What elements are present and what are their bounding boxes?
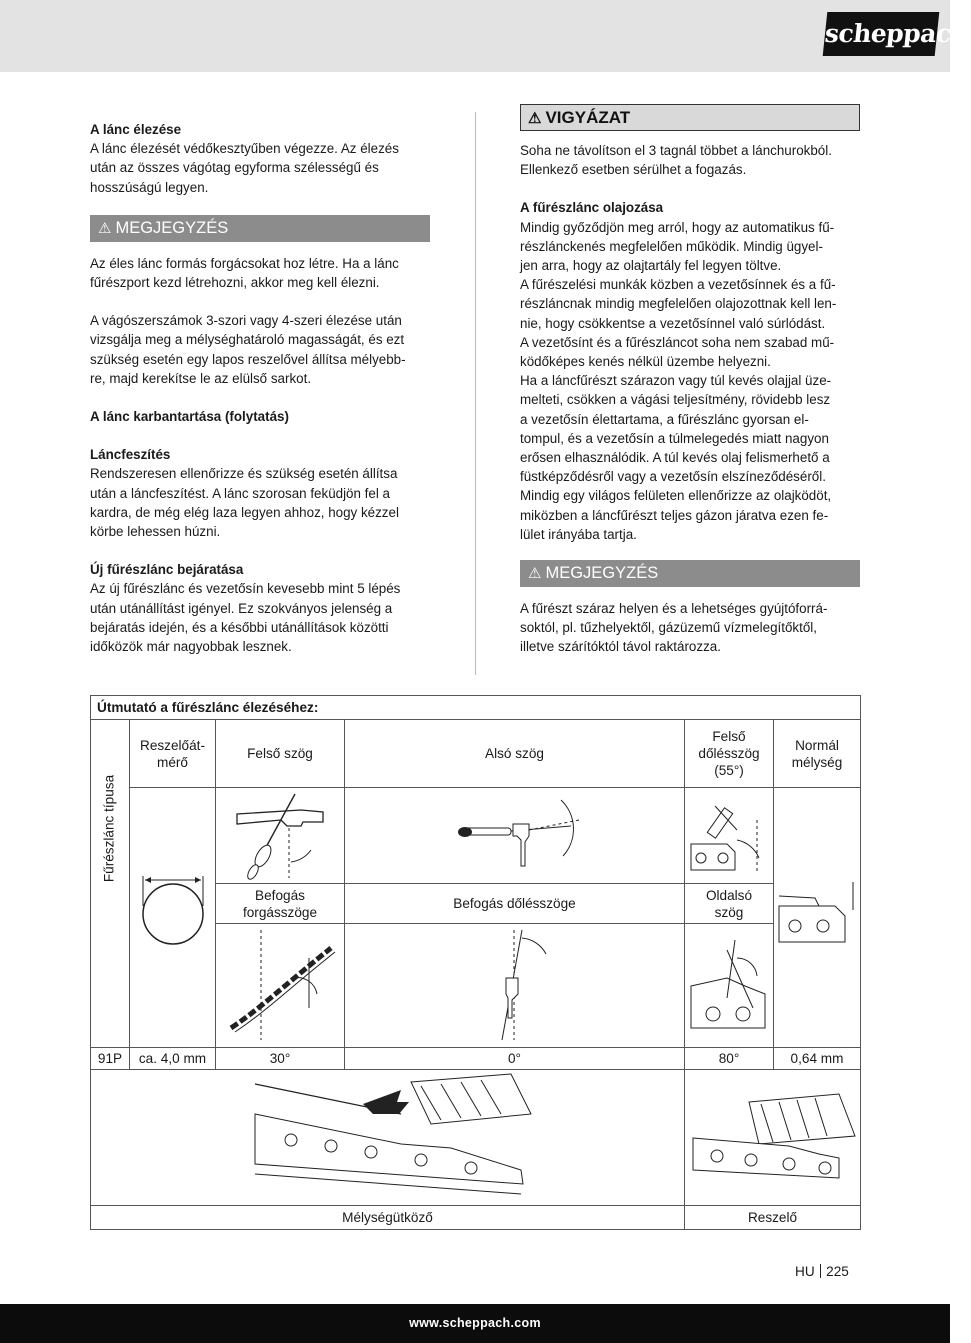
header-top-angle: Felső szög bbox=[247, 746, 313, 761]
warning-icon: ⚠ bbox=[98, 219, 112, 237]
note-title: MEGJEGYZÉS bbox=[115, 218, 229, 237]
scheppach-logo: scheppach bbox=[823, 12, 940, 56]
text-line: bejáratás idején, és a későbbi utánállítások közötti bbox=[90, 619, 389, 635]
value-diameter: ca. 4,0 mm bbox=[138, 1051, 207, 1066]
caution-text bbox=[520, 141, 860, 179]
table-title: Útmutató a fűrészlánc élezéséhez: bbox=[97, 700, 319, 715]
right-column bbox=[520, 104, 860, 657]
warning-icon: ⚠ bbox=[528, 110, 542, 127]
tension-heading: Láncfeszítés bbox=[90, 447, 171, 463]
text-line: Soha ne távolítson el 3 tagnál többet a lánchurokból. bbox=[520, 143, 832, 158]
text-line: jen arra, hogy az olajtartály fel legyen töltve. bbox=[520, 258, 782, 274]
subheader-grip-rotation: Befogás forgásszöge bbox=[242, 887, 318, 920]
text-line: A fűrészelési munkák közben a vezetősínnek és a fű- bbox=[520, 277, 836, 293]
text-line: fűrészport kezd létrehozni, akkor meg kell élezni. bbox=[90, 275, 380, 291]
sharpening-guide-table bbox=[90, 695, 861, 1230]
tension-text bbox=[90, 464, 430, 541]
page-number bbox=[795, 1264, 849, 1279]
depth-gauge-illustration bbox=[251, 1074, 541, 1202]
side-angle-illustration bbox=[687, 928, 771, 1043]
text-line: kardra, de még elég laza legyen ahhoz, hogy kézzel bbox=[90, 504, 399, 520]
text-line: Mindig egy világos felületen ellenőrizze az olajködöt, bbox=[520, 488, 832, 504]
new-chain-heading: Új fűrészlánc bejáratása bbox=[90, 562, 244, 578]
text-line: lület irányába tartja. bbox=[520, 526, 637, 542]
text-line: A vágószerszámok 3-szori vagy 4-szeri élezése után bbox=[90, 313, 402, 329]
header-bottom-angle: Alsó szög bbox=[485, 746, 544, 761]
caution-box bbox=[520, 104, 860, 131]
text-line: A vezetősínt és a fűrészláncot soha nem szabad mű- bbox=[520, 334, 835, 350]
value-type: 91P bbox=[97, 1051, 123, 1066]
note-text-1 bbox=[90, 254, 430, 292]
header-top-tilt: Felső dőlésszög (55°) bbox=[698, 729, 760, 778]
file-illustration bbox=[689, 1074, 855, 1202]
text-line: A fűrészt száraz helyen és a lehetséges gyújtóforrá- bbox=[520, 601, 828, 617]
note-text-2 bbox=[90, 311, 430, 388]
text-line: melteti, csökken a vágási teljesítmény, rövidebb lesz bbox=[520, 392, 831, 408]
text-line: Az éles lánc formás forgácsokat hoz létre. Ha a lánc bbox=[90, 255, 399, 271]
grip-tilt-illustration bbox=[486, 928, 566, 1043]
top-angle-illustration bbox=[231, 792, 341, 882]
chain-sharpening-heading: A lánc élezése bbox=[90, 122, 182, 137]
header-normal-depth: Normál mélység bbox=[791, 737, 843, 770]
chain-sharpening-text bbox=[90, 139, 430, 197]
value-depth: 0,64 mm bbox=[790, 1051, 844, 1066]
note-title: MEGJEGYZÉS bbox=[545, 564, 659, 583]
text-line: Mindig győződjön meg arról, hogy az automatikus fű- bbox=[520, 219, 835, 235]
text-line: után a láncfeszítést. A lánc szorosan feküdjön fel a bbox=[90, 485, 390, 501]
label-file: Reszelő bbox=[747, 1210, 798, 1225]
column-divider bbox=[475, 112, 476, 675]
text-line: erősen elhasználódik. A túl kevés olaj felismerhető a bbox=[520, 450, 830, 466]
text-line: re, majd kerekítse le az elülső sarkot. bbox=[90, 370, 312, 386]
maintenance-heading: A lánc karbantartása (folytatás) bbox=[90, 409, 289, 425]
value-side-angle: 80° bbox=[718, 1051, 740, 1066]
top-tilt-illustration bbox=[687, 800, 771, 880]
note-box-right bbox=[520, 560, 860, 587]
text-line: után az összes vágótag egyforma szélességű és bbox=[90, 160, 379, 176]
label-depth-gauge: Mélységütköző bbox=[342, 1210, 433, 1225]
page-num: 225 bbox=[826, 1264, 849, 1279]
new-chain-text bbox=[90, 579, 430, 656]
text-line: A lánc élezését védőkesztyűben végezze. Az élezés bbox=[90, 141, 399, 157]
oiling-text bbox=[520, 218, 860, 544]
text-line: időközök már nagyobbak lesznek. bbox=[90, 639, 292, 655]
subheader-grip-tilt: Befogás dőlésszöge bbox=[453, 896, 576, 911]
text-line: Ha a láncfűrészt szárazon vagy túl kevés olajjal üze- bbox=[520, 373, 832, 389]
file-diameter-illustration bbox=[135, 866, 211, 976]
text-line: Az új fűrészlánc és vezetősín kevesebb mint 5 lépés bbox=[90, 581, 401, 597]
warning-icon: ⚠ bbox=[528, 565, 542, 583]
text-line: a vezetősín élettartama, a fűrészlánc gyorsan el- bbox=[520, 411, 809, 427]
text-line: után utánállítást igényel. Ez szokványos jelenség a bbox=[90, 600, 393, 616]
value-bottom-angle: 0° bbox=[508, 1051, 521, 1066]
text-line: részláncnak mindig megfelelően olajozottnak kell len- bbox=[520, 296, 837, 312]
text-line: Ellenkező esetben sérülhet a fogazás. bbox=[520, 162, 747, 178]
text-line: illetve szárítóktól távol raktározza. bbox=[520, 639, 721, 655]
subheader-side-angle: Oldalsó szög bbox=[705, 887, 753, 920]
text-line: soktól, pl. tűzhelyektől, gázüzemű vízmelegítőktől, bbox=[520, 620, 817, 636]
normal-depth-illustration bbox=[775, 876, 859, 966]
bottom-angle-illustration bbox=[451, 796, 581, 871]
language-code: HU bbox=[795, 1264, 815, 1279]
text-line: vizsgálja meg a mélységhatároló magasságát, és ezt bbox=[90, 332, 405, 348]
caution-title: VIGYÁZAT bbox=[545, 108, 631, 127]
text-line: hosszúságú legyen. bbox=[90, 179, 209, 195]
note-box-left bbox=[90, 215, 430, 242]
value-top-angle: 30° bbox=[269, 1051, 291, 1066]
text-line: füstképződésről vagy a vezetősín elszíneződéséről. bbox=[520, 469, 826, 485]
text-line: tompul, és a vezetősín a túlmelegedés miatt nagyon bbox=[520, 430, 829, 446]
page-header bbox=[0, 0, 971, 72]
text-line: nie, hogy csökkentse a vezetősínnel való súrlódást. bbox=[520, 315, 826, 331]
text-line: Rendszeresen ellenőrizze és szükség esetén állítsa bbox=[90, 466, 398, 482]
chain-type-label: Fűrészlánc típusa bbox=[101, 774, 117, 883]
grip-rotation-illustration bbox=[221, 928, 341, 1043]
header-file-diameter: Reszelőát- mérő bbox=[140, 737, 205, 770]
text-line: részlánckenés megfelelően működik. Mindig ügyel- bbox=[520, 238, 823, 254]
text-line: körbe lehessen húzni. bbox=[90, 524, 221, 540]
left-column bbox=[90, 120, 430, 656]
text-line: ködőképes kenés nélkül üzembe helyezni. bbox=[520, 354, 771, 370]
footer-website[interactable]: www.scheppach.com bbox=[0, 1304, 950, 1343]
text-line: szükség esetén egy lapos reszelővel állítsa mélyebb- bbox=[90, 351, 406, 367]
text-line: miközben a láncfűrészt teljes gázon járatva ezen fe- bbox=[520, 507, 829, 523]
oiling-heading: A fűrészlánc olajozása bbox=[520, 200, 664, 216]
page-separator bbox=[820, 1264, 822, 1278]
storage-text bbox=[520, 599, 860, 657]
